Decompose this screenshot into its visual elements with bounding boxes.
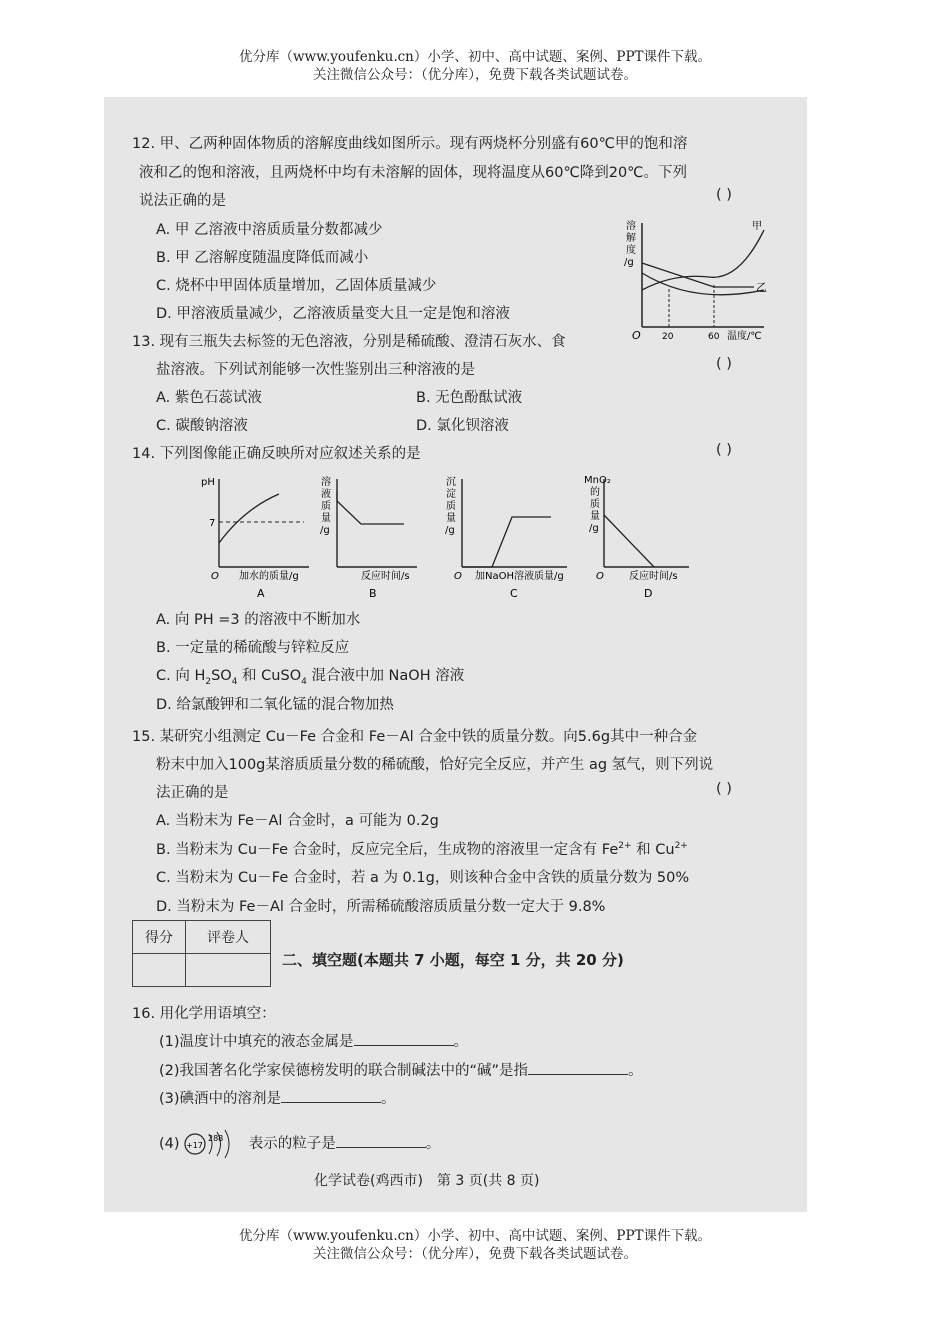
graph-c-xlabel: 加NaOH溶液质量/g xyxy=(475,571,564,582)
q15-option-d: D. 当粉末为 Fe－Al 合金时，所需稀硫酸溶质质量分数一定大于 9.8% xyxy=(156,899,606,915)
q12-option-b: B. 甲 乙溶解度随温度降低而减小 xyxy=(156,250,369,266)
header-line-2: 关注微信公众号：（优分库），免费下载各类试题试卷。 xyxy=(313,67,637,83)
q12-ylabel-3: /g xyxy=(624,257,634,268)
graph-d-xlabel: 反应时间/s xyxy=(629,571,678,582)
q14-answer-paren: ( ) xyxy=(716,442,732,458)
q14-option-b: B. 一定量的稀硫酸与锌粒反应 xyxy=(156,640,350,656)
q13-option-d: D. 氯化钡溶液 xyxy=(416,418,509,434)
q12-origin: O xyxy=(632,329,641,342)
q16-item-3: (3)碘酒中的溶剂是 。 xyxy=(159,1087,396,1108)
graph-b-label: B xyxy=(369,587,377,600)
page-header xyxy=(0,48,950,84)
footer-line-1: 优分库（www.youfenku.cn）小学、初中、高中试题、案例、PPT课件下载。 xyxy=(238,1228,712,1244)
q15-answer-paren: ( ) xyxy=(716,781,732,797)
q12-curve-yi xyxy=(642,263,754,287)
q12-line-1: 12. 甲、乙两种固体物质的溶解度曲线如图所示。现有两烧杯分别盛有60℃甲的饱和溶 xyxy=(132,136,688,152)
graph-a-xlabel: 加水的质量/g xyxy=(239,571,299,582)
q12-xlabel: 温度/℃ xyxy=(727,331,762,342)
graph-b-ylabel-3: 量 xyxy=(321,513,331,524)
graph-b-ylabel-0: 溶 xyxy=(321,477,331,488)
graph-b-xlabel: 反应时间/s xyxy=(361,571,410,582)
graph-d-label: D xyxy=(644,587,653,600)
graph-c-ylabel-2: 质 xyxy=(446,501,456,512)
q12-ylabel-1: 解 xyxy=(626,233,636,244)
q15-line-3: 法正确的是 xyxy=(156,785,229,801)
graph-d-ylabel-1: 的 xyxy=(590,487,600,498)
q13-option-c: C. 碳酸钠溶液 xyxy=(156,418,248,434)
q12-option-a: A. 甲 乙溶液中溶质质量分数都减少 xyxy=(156,222,383,238)
q16-blank-3[interactable] xyxy=(281,1088,381,1103)
q16-blank-2[interactable] xyxy=(528,1060,628,1075)
q12-label-yi: 乙 xyxy=(756,281,767,294)
graph-a-label: A xyxy=(257,587,265,600)
page-footer xyxy=(0,1227,950,1263)
q12-tick-20: 20 xyxy=(662,332,674,342)
header-line-1: 优分库（www.youfenku.cn）小学、初中、高中试题、案例、PPT课件下载。 xyxy=(238,49,712,65)
graph-a-tick-7: 7 xyxy=(209,518,216,529)
chlorine-atom-diagram xyxy=(184,1129,244,1159)
graph-d-ylabel-0: MnO₂ xyxy=(584,475,611,486)
q13-line-2: 盐溶液。下列试剂能够一次性鉴别出三种溶液的是 xyxy=(156,362,475,378)
graph-b-ylabel-2: 质 xyxy=(321,501,331,512)
q12-ylabel-0: 溶 xyxy=(626,221,636,232)
exam-page-footer: 化学试卷(鸡西市) 第 3 页(共 8 页) xyxy=(314,1173,540,1189)
q15-line-1: 15. 某研究小组测定 Cu－Fe 合金和 Fe－Al 合金中铁的质量分数。向5.6g其中一种合金 xyxy=(132,729,698,745)
q12-tick-60: 60 xyxy=(708,332,720,342)
section-2-title: 二、填空题(本题共 7 小题，每空 1 分，共 20 分) xyxy=(282,951,624,969)
q12-line-2: 液和乙的饱和溶液，且两烧杯中均有未溶解的固体，现将温度从60℃降到20℃。下列 xyxy=(139,165,687,181)
q12-label-jia: 甲 xyxy=(752,221,762,232)
q12-option-c: C. 烧杯中甲固体质量增加，乙固体质量减少 xyxy=(156,278,437,294)
q15-option-b: B. 当粉末为 Cu－Fe 合金时，反应完全后，生成物的溶液里一定含有 $Fe^{2+}$ 和 $Cu^{2+}$ xyxy=(156,841,688,858)
graph-d-ylabel-4: /g xyxy=(589,523,599,534)
graph-a-ylabel: pH xyxy=(201,477,215,488)
q13-option-b: B. 无色酚酞试液 xyxy=(416,390,523,406)
atom-shells-label: 288 xyxy=(208,1134,224,1143)
q12-curve-jia xyxy=(642,230,764,290)
graph-b-ylabel-1: 液 xyxy=(321,489,331,500)
graph-a-origin: O xyxy=(211,571,219,582)
q13-answer-paren: ( ) xyxy=(716,356,732,372)
scanned-exam-page xyxy=(104,97,807,1212)
q16-blank-4[interactable] xyxy=(336,1133,426,1148)
q13-line-1: 13. 现有三瓶失去标签的无色溶液，分别是稀硫酸、澄清石灰水、食 xyxy=(132,334,566,350)
q16-blank-1[interactable] xyxy=(354,1031,454,1046)
q16-item-1: (1)温度计中填充的液态金属是 。 xyxy=(159,1030,468,1051)
q12-line-3: 说法正确的是 xyxy=(139,193,226,209)
graph-c-label: C xyxy=(510,587,518,600)
graph-d-ylabel-2: 质 xyxy=(590,499,600,510)
q16-stem: 16. 用化学用语填空： xyxy=(132,1006,276,1022)
score-header: 得分 xyxy=(133,921,186,954)
atom-nucleus-label: +17 xyxy=(186,1141,204,1150)
graph-c-origin: O xyxy=(454,571,462,582)
q15-option-a: A. 当粉末为 Fe－Al 合金时，a 可能为 0.2g xyxy=(156,813,439,829)
q14-option-d: D. 给氯酸钾和二氧化锰的混合物加热 xyxy=(156,697,394,713)
q12-solubility-graph xyxy=(614,215,784,345)
q12-answer-paren: ( ) xyxy=(716,187,732,203)
graph-c-ylabel-0: 沉 xyxy=(446,477,456,488)
grader-header: 评卷人 xyxy=(186,921,271,954)
q14-graph-c xyxy=(445,476,567,600)
graph-d-ylabel-3: 量 xyxy=(590,511,600,522)
q14-option-a: A. 向 PH =3 的溶液中不断加水 xyxy=(156,612,361,628)
footer-line-2: 关注微信公众号：（优分库），免费下载各类试题试卷。 xyxy=(313,1246,637,1262)
q13-option-a: A. 紫色石蕊试液 xyxy=(156,390,262,406)
q15-option-c: C. 当粉末为 Cu－Fe 合金时，若 a 为 0.1g，则该种合金中含铁的质量分数为 50% xyxy=(156,870,690,886)
q14-graph-a xyxy=(201,477,309,600)
q16-item-4: (4) +17 288 表示的粒子是 。 xyxy=(159,1129,440,1159)
graph-c-ylabel-3: 量 xyxy=(446,513,456,524)
graph-d-origin: O xyxy=(596,571,604,582)
graph-b-ylabel-4: /g xyxy=(320,525,330,536)
graph-c-ylabel-4: /g xyxy=(445,525,455,536)
q12-option-d: D. 甲溶液质量减少，乙溶液质量变大且一定是饱和溶液 xyxy=(156,306,510,322)
q14-stem: 14. 下列图像能正确反映所对应叙述关系的是 xyxy=(132,446,421,462)
graph-c-ylabel-1: 淀 xyxy=(446,489,456,500)
score-table xyxy=(132,920,271,987)
score-cell[interactable] xyxy=(133,954,186,987)
q12-ylabel-2: 度 xyxy=(626,245,636,256)
grader-cell[interactable] xyxy=(186,954,271,987)
q15-line-2: 粉末中加入100g某溶质质量分数的稀硫酸，恰好完全反应，并产生 ag 氢气，则下列说 xyxy=(156,757,714,773)
q14-graph-d xyxy=(584,475,689,600)
q14-graph-b xyxy=(320,475,417,600)
q14-option-c: C. 向 $H_2SO_4$ 和 CuSO$_4$ 混合液中加 NaOH 溶液 xyxy=(156,668,465,687)
q14-graphs xyxy=(189,469,709,604)
q16-item-2: (2)我国著名化学家侯德榜发明的联合制碱法中的“碱”是指 。 xyxy=(159,1059,643,1080)
